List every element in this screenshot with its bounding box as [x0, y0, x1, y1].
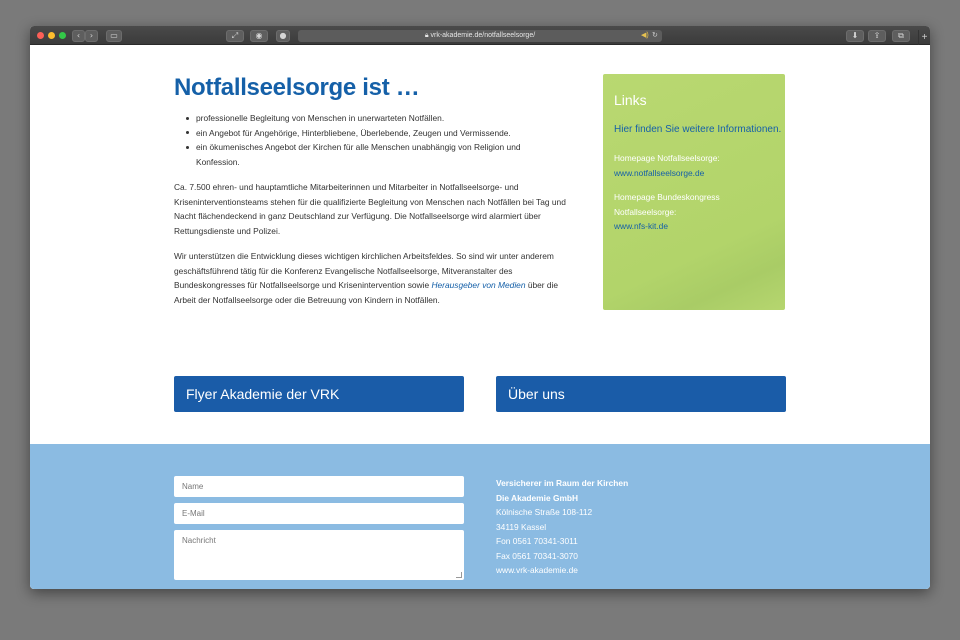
back-button[interactable]: [72, 30, 85, 42]
name-field[interactable]: [174, 476, 464, 497]
list-item: ein ökumenisches Angebot der Kirchen für alle Menschen unabhängig von Religion und Konfession.: [196, 140, 566, 169]
paragraph-staff: Ca. 7.500 ehren- und hauptamtliche Mitarbeiterinnen und Mitarbeiter in Notfallseelsorge- und Kriseninterventionsteams stehen für die qualifizierte Begleitung von Menschen nach Notfällen bei Tag und Nacht flächendeckend in ganz Deutschland zur Verfügung. Die Notfallseelsorge wird alarmiert über Rettungsdienste und Polizei.: [174, 182, 566, 236]
tabs-overview-button[interactable]: [892, 30, 910, 42]
fax: Fax 0561 70341-3070: [496, 550, 578, 561]
browser-window: [30, 26, 930, 589]
web-page: [30, 45, 930, 589]
resize-handle-icon[interactable]: [456, 572, 462, 578]
new-tab-button[interactable]: [918, 30, 930, 45]
share-button[interactable]: [868, 30, 886, 42]
downloads-button[interactable]: [846, 30, 864, 42]
extension-icon: ⤢: [231, 31, 239, 40]
company-subname: Die Akademie GmbH: [496, 492, 579, 503]
homepage-label: Homepage Notfallseelsorge:: [614, 153, 720, 163]
phone: Fon 0561 70341-3011: [496, 536, 578, 546]
download-icon: ⬇: [851, 31, 859, 40]
flyer-button[interactable]: Flyer Akademie der VRK: [174, 376, 464, 412]
close-window-button[interactable]: [37, 32, 44, 39]
message-placeholder: Nachricht: [182, 536, 216, 545]
media-publisher-link[interactable]: Herausgeber von Medien: [431, 280, 526, 290]
paragraph-support: [174, 249, 574, 307]
url-text: vrk-akademie.de/notfallseelsorge/: [430, 32, 536, 39]
name-placeholder: Name: [182, 482, 204, 491]
minimize-window-button[interactable]: [48, 32, 55, 39]
footer: [30, 444, 930, 589]
lock-icon: 🔒︎: [424, 32, 429, 39]
website-link[interactable]: www.vrk-akademie.de: [496, 565, 578, 575]
zoom-window-button[interactable]: [59, 32, 66, 39]
street: Kölnische Straße 108-112: [496, 507, 593, 517]
links-box: [603, 74, 785, 310]
eye-icon: ◉: [255, 31, 263, 40]
email-placeholder: E-Mail: [182, 509, 205, 518]
links-lead: Hier finden Sie weitere Informationen.: [614, 124, 782, 135]
sidebar-toggle-button[interactable]: [106, 30, 122, 42]
paragraph-text: über die Arbeit der Notfallseelsorge oder die Betreuung von Kindern in Notfällen.: [174, 280, 559, 305]
chevron-left-icon: ‹: [76, 31, 81, 40]
browser-toolbar: [30, 26, 930, 45]
sidebar-icon: ▭: [110, 31, 118, 40]
footer-address: [496, 476, 628, 578]
speaker-icon[interactable]: ◀): [641, 32, 649, 39]
chevron-right-icon: ›: [89, 31, 94, 40]
city: 34119 Kassel: [496, 521, 547, 532]
tabs-icon: ⧉: [898, 31, 904, 40]
about-us-button[interactable]: Über uns: [496, 376, 786, 412]
plus-icon: +: [921, 32, 928, 43]
extension-button-3[interactable]: [276, 30, 290, 42]
list-item: professionelle Begleitung von Menschen in unerwarteten Notfällen.: [196, 111, 566, 126]
address-bar[interactable]: [298, 30, 662, 42]
share-icon: ⇪: [873, 31, 881, 40]
nfs-kit-link[interactable]: www.nfs-kit.de: [614, 221, 668, 231]
email-field[interactable]: [174, 503, 464, 524]
list-item: ein Angebot für Angehörige, Hinterbliebene, Überlebende, Zeugen und Vermissende.: [196, 126, 566, 141]
links-heading: Links: [614, 92, 647, 108]
paragraph-text: Wir unterstützen die Entwicklung dieses wichtigen kirchlichen Arbeitsfeldes. So sind wir unter anderem geschäftsführend tätig für die Konferenz Evangelische Notfallseelsorge, Mitveranstalter des Bundeskongresses für Notfallseelsorge und Krisenintervention sowie: [174, 251, 554, 290]
intro-list: [196, 111, 566, 169]
message-field[interactable]: [174, 530, 464, 580]
extension-button[interactable]: [226, 30, 244, 42]
extension-button-2[interactable]: [250, 30, 268, 42]
shield-icon: ●: [279, 31, 287, 40]
forward-button[interactable]: [85, 30, 98, 42]
congress-label: Homepage Bundeskongress Notfallseelsorge:: [614, 192, 720, 217]
company-name: Versicherer im Raum der Kirchen: [496, 478, 629, 488]
reload-icon[interactable]: ↻: [652, 32, 658, 39]
page-title: Notfallseelsorge ist …: [174, 74, 420, 101]
notfallseelsorge-link[interactable]: www.notfallseelsorge.de: [614, 168, 705, 178]
